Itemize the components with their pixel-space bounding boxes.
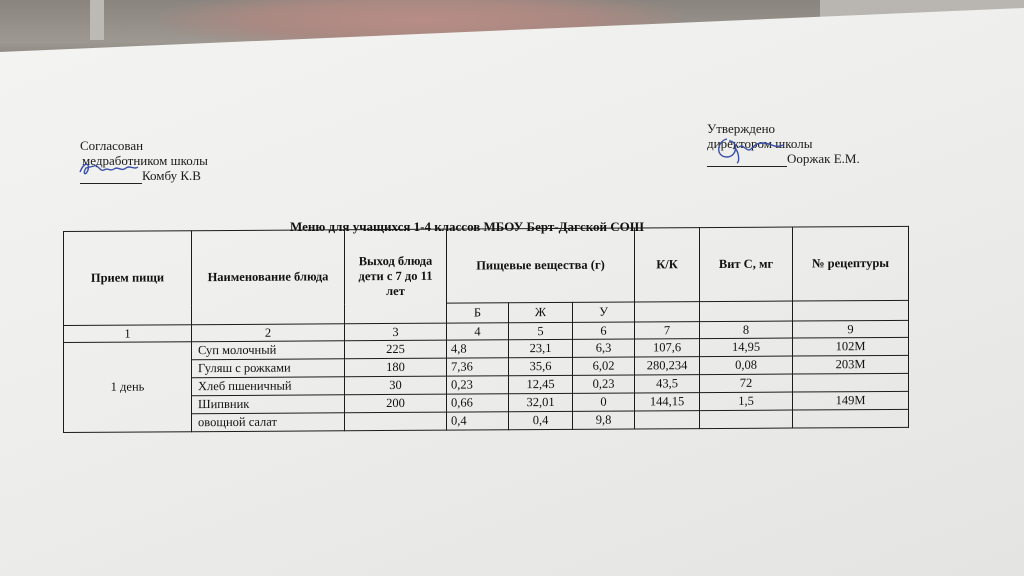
protein-value: 0,23 (447, 376, 509, 394)
header-yield: Выход блюда дети с 7 до 11 лет (345, 229, 447, 324)
dish-yield: 200 (345, 394, 447, 413)
background-post (90, 0, 104, 40)
approval-left-signer: Комбу К.В (142, 168, 201, 183)
vitamin-c-value: 14,95 (700, 338, 793, 357)
column-number: 5 (509, 322, 573, 339)
vitamin-c-value (700, 410, 793, 429)
approval-left-line2: медработником школы (82, 153, 208, 168)
protein-value: 0,66 (447, 394, 509, 412)
approval-right-line2: директором школы (707, 136, 813, 151)
column-number: 9 (793, 320, 909, 338)
header-meal: Прием пищи (64, 231, 192, 326)
menu-table (63, 226, 909, 433)
column-number: 3 (345, 323, 447, 341)
protein-value: 0,4 (447, 412, 509, 430)
recipe-number (793, 373, 909, 392)
approval-left-line1: Согласован (80, 138, 144, 153)
vitamin-c-value: 72 (700, 374, 793, 393)
header-nutrients: Пищевые вещества (г) (447, 228, 635, 303)
vitamin-c-value: 0,08 (700, 356, 793, 375)
dish-yield (345, 412, 447, 431)
signature-left (80, 168, 142, 184)
fat-value: 12,45 (509, 375, 573, 393)
approval-right-signer: Ооржак Е.М. (787, 151, 860, 166)
subheader-fat: Ж (509, 302, 573, 322)
signature-right (707, 151, 787, 167)
kcal-value: 107,6 (635, 339, 700, 357)
carbs-value: 9,8 (573, 411, 635, 429)
carbs-value: 0,23 (573, 375, 635, 393)
fat-value: 35,6 (509, 357, 573, 375)
dish-name: Суп молочный (192, 341, 345, 360)
column-number: 1 (64, 325, 192, 343)
kcal-value: 280,234 (635, 357, 700, 375)
empty-cell (793, 300, 909, 321)
fat-value: 23,1 (509, 339, 573, 357)
header-vitamin-c: Вит С, мг (700, 227, 793, 302)
carbs-value: 6,02 (573, 357, 635, 375)
carbs-value: 6,3 (573, 339, 635, 357)
header-dish: Наименование блюда (192, 230, 345, 325)
dish-yield: 225 (345, 340, 447, 359)
column-number: 2 (192, 324, 345, 342)
dish-name: Хлеб пшеничный (192, 377, 345, 396)
fat-value: 0,4 (509, 411, 573, 429)
protein-value: 4,8 (447, 340, 509, 358)
day-label: 1 день (64, 342, 192, 433)
recipe-number (793, 409, 909, 428)
dish-name: Гуляш с рожками (192, 359, 345, 378)
kcal-value: 144,15 (635, 393, 700, 411)
fat-value: 32,01 (509, 393, 573, 411)
approval-right-line1: Утверждено (707, 121, 776, 136)
column-number: 6 (573, 322, 635, 339)
recipe-number: 102М (793, 337, 909, 356)
column-number: 8 (700, 321, 793, 339)
approval-block-left (80, 138, 208, 184)
recipe-number: 203М (793, 355, 909, 374)
kcal-value (635, 411, 700, 429)
subheader-carbs: У (573, 302, 635, 322)
document-title: Меню для учащихся 1-4 классов МБОУ Берт-Дагской СОШ (290, 219, 645, 234)
protein-value: 7,36 (447, 358, 509, 376)
approval-block-right (707, 121, 860, 167)
empty-cell (700, 301, 793, 322)
dish-yield: 180 (345, 358, 447, 377)
header-recipe: № рецептуры (793, 226, 909, 301)
header-kcal: К/К (635, 228, 700, 302)
column-number: 7 (635, 322, 700, 339)
dish-yield: 30 (345, 376, 447, 395)
signature-scribble-icon (76, 158, 146, 180)
dish-name: Шипвник (192, 395, 345, 414)
kcal-value: 43,5 (635, 375, 700, 393)
signature-scribble-icon (713, 131, 797, 165)
empty-cell (635, 302, 700, 322)
vitamin-c-value: 1,5 (700, 392, 793, 411)
recipe-number: 149М (793, 391, 909, 410)
carbs-value: 0 (573, 393, 635, 411)
subheader-protein: Б (447, 303, 509, 323)
column-number: 4 (447, 323, 509, 340)
dish-name: овощной салат (192, 413, 345, 432)
